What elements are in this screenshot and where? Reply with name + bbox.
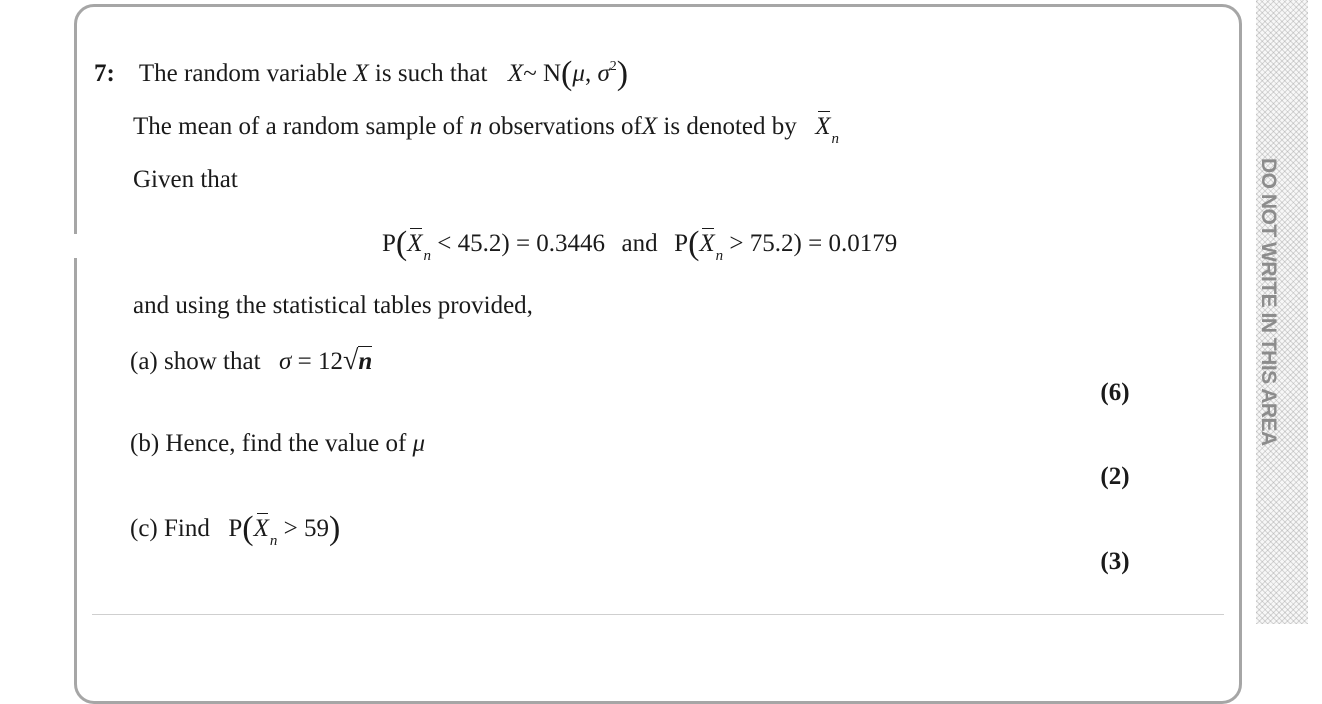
xbar-symbol: X — [815, 113, 831, 140]
given-conditions: $P(X_n < 45.2) = 0.3446$ and $P(X_n > 75.2) = 0.0179$ — [382, 225, 898, 264]
sqrt-icon: √ — [342, 345, 359, 376]
dist-power: 2 — [609, 59, 617, 74]
answer-rule — [92, 614, 1224, 615]
part-c-text: Find — [164, 515, 210, 542]
mean-text-2: observations of — [488, 113, 642, 140]
part-c-p: P — [228, 515, 243, 542]
mean-x: X — [641, 113, 658, 140]
part-a — [130, 347, 372, 375]
part-c-xbar: X — [253, 515, 269, 542]
frame-gap — [70, 234, 82, 258]
mean-n: n — [469, 113, 483, 140]
given-text: Given that — [133, 166, 238, 193]
mean-text-3: is denoted by — [663, 113, 797, 140]
dist-variable: X — [507, 60, 524, 87]
xbar-1: X — [407, 230, 423, 257]
xbar-2-subscript: n — [715, 248, 724, 264]
part-a-equals: = 12 — [297, 348, 343, 375]
xbar-subscript: n — [831, 131, 840, 147]
dist-normal: N — [542, 60, 562, 87]
condition-1: < 45.2) = 0.3446 — [437, 230, 606, 257]
part-c: (c) Find $P(X_n > 59)$ — [130, 510, 341, 549]
question-line-2 — [133, 113, 840, 147]
part-c-label: (c) — [130, 515, 158, 542]
xbar-1-subscript: n — [423, 248, 432, 264]
part-b-label: (b) — [130, 430, 160, 457]
dist-sigma: σ — [597, 60, 610, 87]
part-b-text: Hence, find the value of — [165, 430, 407, 457]
prob-p-1: P — [382, 230, 396, 257]
part-a-sigma: σ — [279, 348, 292, 375]
question-line-1: 7: The random variable X is such that X~ N(μ, $\sigma^2$) — [94, 55, 629, 92]
part-b-mu: μ — [412, 430, 426, 457]
part-c-condition: > 59 — [283, 515, 329, 542]
tables-text: and using the statistical tables provided, — [133, 292, 533, 319]
part-a-label: (a) — [130, 348, 158, 375]
xbar-2: X — [699, 230, 715, 257]
question-number: 7: — [94, 60, 115, 87]
margin-warning: DO NOT WRITE IN THIS AREA — [1257, 158, 1280, 446]
intro-variable: X — [353, 60, 369, 87]
intro-text: The random variable — [138, 60, 348, 87]
part-c-marks: (3) — [1100, 548, 1130, 575]
condition-2: > 75.2) = 0.0179 — [729, 230, 898, 257]
part-a-sqrt-n: n — [358, 348, 373, 375]
part-c-xbar-subscript: n — [269, 533, 278, 549]
and-word: and — [621, 230, 658, 257]
dist-tilde: ~ — [523, 60, 537, 87]
part-a-marks: (6) — [1100, 379, 1130, 406]
intro-mid-text: is such that — [374, 60, 488, 87]
mean-text-1: The mean of a random sample of — [133, 113, 464, 140]
prob-p-2: P — [674, 230, 689, 257]
part-b — [130, 431, 425, 456]
dist-mu: μ — [572, 60, 585, 87]
part-b-marks: (2) — [1100, 463, 1130, 490]
part-a-text: show that — [164, 348, 261, 375]
